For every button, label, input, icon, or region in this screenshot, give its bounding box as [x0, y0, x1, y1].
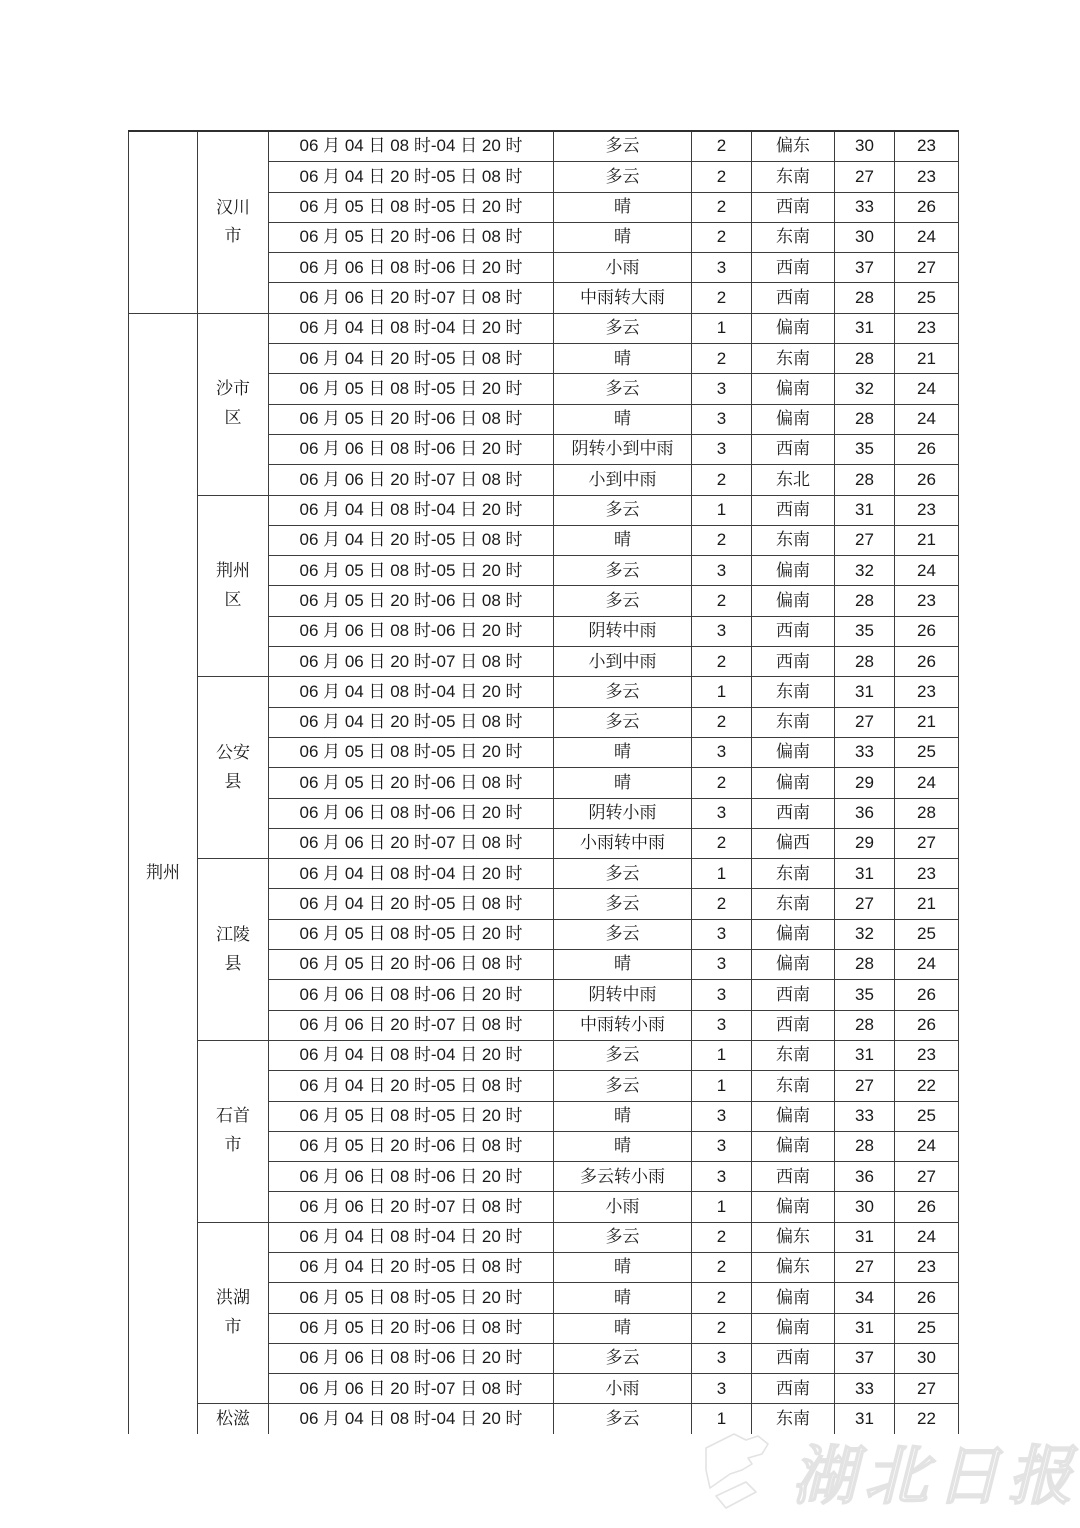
low-temp-cell: 22: [895, 1404, 959, 1434]
high-temp-cell: 31: [835, 1222, 895, 1252]
low-temp-cell: 26: [895, 1010, 959, 1040]
table-row: [129, 1404, 959, 1434]
high-temp-cell: 31: [835, 313, 895, 343]
wind-force-cell: 2: [692, 647, 752, 677]
wind-direction-cell: 西南: [752, 434, 835, 464]
period-cell: 06 月 05 日 20 时-06 日 08 时: [269, 586, 554, 616]
period-cell: 06 月 04 日 20 时-05 日 08 时: [269, 344, 554, 374]
weather-cell: 多云: [554, 313, 692, 343]
period-cell: 06 月 05 日 20 时-06 日 08 时: [269, 950, 554, 980]
wind-direction-cell: 西南: [752, 1162, 835, 1192]
weather-cell: 阴转小雨: [554, 798, 692, 828]
wind-force-cell: 2: [692, 828, 752, 858]
period-cell: 06 月 05 日 08 时-05 日 20 时: [269, 192, 554, 222]
low-temp-cell: 26: [895, 192, 959, 222]
period-cell: 06 月 04 日 08 时-04 日 20 时: [269, 495, 554, 525]
low-temp-cell: 23: [895, 495, 959, 525]
wind-force-cell: 3: [692, 919, 752, 949]
city-cell: 洪湖 市: [198, 1222, 269, 1404]
high-temp-cell: 31: [835, 1040, 895, 1070]
weather-cell: 多云: [554, 919, 692, 949]
low-temp-cell: 27: [895, 253, 959, 283]
low-temp-cell: 22: [895, 1071, 959, 1101]
wind-direction-cell: 西南: [752, 1374, 835, 1404]
low-temp-cell: 25: [895, 1101, 959, 1131]
wind-direction-cell: 偏南: [752, 737, 835, 767]
high-temp-cell: 28: [835, 586, 895, 616]
low-temp-cell: 21: [895, 525, 959, 555]
period-cell: 06 月 04 日 08 时-04 日 20 时: [269, 1222, 554, 1252]
wind-direction-cell: 西南: [752, 253, 835, 283]
wind-direction-cell: 偏南: [752, 919, 835, 949]
weather-cell: 多云: [554, 707, 692, 737]
period-cell: 06 月 05 日 20 时-06 日 08 时: [269, 1313, 554, 1343]
low-temp-cell: 24: [895, 374, 959, 404]
weather-cell: 多云: [554, 162, 692, 192]
high-temp-cell: 37: [835, 1343, 895, 1373]
high-temp-cell: 28: [835, 344, 895, 374]
weather-cell: 阴转中雨: [554, 980, 692, 1010]
wind-direction-cell: 西南: [752, 798, 835, 828]
period-cell: 06 月 04 日 20 时-05 日 08 时: [269, 525, 554, 555]
city-cell: 沙市 区: [198, 313, 269, 495]
low-temp-cell: 23: [895, 313, 959, 343]
period-cell: 06 月 04 日 20 时-05 日 08 时: [269, 1252, 554, 1282]
weather-cell: 阴转中雨: [554, 616, 692, 646]
high-temp-cell: 31: [835, 495, 895, 525]
wind-direction-cell: 西南: [752, 283, 835, 313]
high-temp-cell: 28: [835, 283, 895, 313]
weather-cell: 晴: [554, 222, 692, 252]
weather-cell: 多云: [554, 1222, 692, 1252]
period-cell: 06 月 06 日 20 时-07 日 08 时: [269, 1192, 554, 1222]
wind-force-cell: 2: [692, 1252, 752, 1282]
low-temp-cell: 21: [895, 344, 959, 374]
weather-cell: 小到中雨: [554, 647, 692, 677]
high-temp-cell: 33: [835, 1101, 895, 1131]
high-temp-cell: 31: [835, 1404, 895, 1434]
wind-direction-cell: 东南: [752, 707, 835, 737]
period-cell: 06 月 04 日 20 时-05 日 08 时: [269, 889, 554, 919]
forecast-table-body: [129, 131, 959, 1434]
low-temp-cell: 30: [895, 1343, 959, 1373]
high-temp-cell: 31: [835, 677, 895, 707]
low-temp-cell: 26: [895, 647, 959, 677]
wind-direction-cell: 东南: [752, 222, 835, 252]
period-cell: 06 月 05 日 08 时-05 日 20 时: [269, 919, 554, 949]
high-temp-cell: 28: [835, 404, 895, 434]
wind-force-cell: 2: [692, 525, 752, 555]
wind-direction-cell: 偏南: [752, 586, 835, 616]
wind-force-cell: 2: [692, 586, 752, 616]
wind-direction-cell: 偏南: [752, 768, 835, 798]
wind-force-cell: 2: [692, 131, 752, 162]
wind-force-cell: 1: [692, 495, 752, 525]
high-temp-cell: 31: [835, 859, 895, 889]
weather-cell: 阴转小到中雨: [554, 434, 692, 464]
wind-direction-cell: 西南: [752, 192, 835, 222]
period-cell: 06 月 06 日 08 时-06 日 20 时: [269, 1162, 554, 1192]
wind-direction-cell: 偏南: [752, 1313, 835, 1343]
wind-force-cell: 3: [692, 1101, 752, 1131]
table-row: [129, 313, 959, 343]
wind-force-cell: 2: [692, 707, 752, 737]
wind-force-cell: 3: [692, 1162, 752, 1192]
weather-cell: 晴: [554, 525, 692, 555]
period-cell: 06 月 06 日 08 时-06 日 20 时: [269, 616, 554, 646]
high-temp-cell: 27: [835, 525, 895, 555]
low-temp-cell: 25: [895, 283, 959, 313]
wind-force-cell: 3: [692, 556, 752, 586]
low-temp-cell: 21: [895, 707, 959, 737]
wind-force-cell: 1: [692, 1404, 752, 1434]
low-temp-cell: 24: [895, 950, 959, 980]
high-temp-cell: 32: [835, 556, 895, 586]
city-cell: 公安 县: [198, 677, 269, 859]
low-temp-cell: 24: [895, 404, 959, 434]
city-cell: 荆州 区: [198, 495, 269, 677]
wind-force-cell: 3: [692, 950, 752, 980]
wind-force-cell: 3: [692, 374, 752, 404]
high-temp-cell: 30: [835, 222, 895, 252]
wind-direction-cell: 东南: [752, 525, 835, 555]
wind-force-cell: 3: [692, 1131, 752, 1161]
period-cell: 06 月 06 日 20 时-07 日 08 时: [269, 465, 554, 495]
low-temp-cell: 24: [895, 556, 959, 586]
weather-cell: 多云: [554, 1404, 692, 1434]
low-temp-cell: 25: [895, 1313, 959, 1343]
wind-direction-cell: 偏南: [752, 950, 835, 980]
period-cell: 06 月 06 日 08 时-06 日 20 时: [269, 434, 554, 464]
wind-direction-cell: 偏南: [752, 556, 835, 586]
high-temp-cell: 36: [835, 798, 895, 828]
wind-direction-cell: 偏东: [752, 1252, 835, 1282]
weather-cell: 中雨转大雨: [554, 283, 692, 313]
period-cell: 06 月 06 日 08 时-06 日 20 时: [269, 798, 554, 828]
high-temp-cell: 27: [835, 1252, 895, 1282]
high-temp-cell: 33: [835, 1374, 895, 1404]
weather-cell: 晴: [554, 1101, 692, 1131]
period-cell: 06 月 06 日 08 时-06 日 20 时: [269, 1343, 554, 1373]
period-cell: 06 月 05 日 20 时-06 日 08 时: [269, 404, 554, 434]
region-cell: 荆州: [129, 313, 198, 1433]
wind-direction-cell: 东北: [752, 465, 835, 495]
wind-force-cell: 2: [692, 465, 752, 495]
low-temp-cell: 26: [895, 1192, 959, 1222]
wind-direction-cell: 东南: [752, 859, 835, 889]
wind-force-cell: 2: [692, 889, 752, 919]
low-temp-cell: 23: [895, 162, 959, 192]
low-temp-cell: 24: [895, 222, 959, 252]
wind-direction-cell: 偏南: [752, 1101, 835, 1131]
weather-cell: 晴: [554, 344, 692, 374]
high-temp-cell: 30: [835, 131, 895, 162]
wind-direction-cell: 偏南: [752, 404, 835, 434]
high-temp-cell: 28: [835, 1010, 895, 1040]
low-temp-cell: 26: [895, 434, 959, 464]
wind-direction-cell: 东南: [752, 344, 835, 374]
low-temp-cell: 25: [895, 737, 959, 767]
period-cell: 06 月 05 日 08 时-05 日 20 时: [269, 556, 554, 586]
wind-force-cell: 2: [692, 1283, 752, 1313]
period-cell: 06 月 05 日 08 时-05 日 20 时: [269, 737, 554, 767]
wind-force-cell: 3: [692, 737, 752, 767]
high-temp-cell: 33: [835, 192, 895, 222]
low-temp-cell: 23: [895, 1252, 959, 1282]
wind-direction-cell: 西南: [752, 1343, 835, 1373]
period-cell: 06 月 06 日 20 时-07 日 08 时: [269, 1374, 554, 1404]
period-cell: 06 月 06 日 20 时-07 日 08 时: [269, 828, 554, 858]
high-temp-cell: 32: [835, 919, 895, 949]
weather-cell: 晴: [554, 1131, 692, 1161]
high-temp-cell: 27: [835, 707, 895, 737]
wind-force-cell: 2: [692, 768, 752, 798]
wind-force-cell: 3: [692, 404, 752, 434]
city-cell: 松滋: [198, 1404, 269, 1434]
weather-cell: 晴: [554, 768, 692, 798]
high-temp-cell: 29: [835, 768, 895, 798]
wind-direction-cell: 西南: [752, 616, 835, 646]
low-temp-cell: 26: [895, 980, 959, 1010]
wind-force-cell: 1: [692, 859, 752, 889]
wind-force-cell: 3: [692, 616, 752, 646]
low-temp-cell: 23: [895, 586, 959, 616]
wind-force-cell: 3: [692, 980, 752, 1010]
table-row: [129, 1040, 959, 1070]
low-temp-cell: 26: [895, 616, 959, 646]
low-temp-cell: 26: [895, 465, 959, 495]
period-cell: 06 月 06 日 20 时-07 日 08 时: [269, 1010, 554, 1040]
wind-force-cell: 3: [692, 1010, 752, 1040]
low-temp-cell: 24: [895, 1222, 959, 1252]
high-temp-cell: 35: [835, 616, 895, 646]
weather-cell: 晴: [554, 950, 692, 980]
period-cell: 06 月 05 日 08 时-05 日 20 时: [269, 1101, 554, 1131]
low-temp-cell: 24: [895, 768, 959, 798]
wind-force-cell: 2: [692, 1313, 752, 1343]
weather-cell: 多云: [554, 859, 692, 889]
wind-direction-cell: 偏南: [752, 1192, 835, 1222]
period-cell: 06 月 04 日 08 时-04 日 20 时: [269, 131, 554, 162]
weather-cell: 中雨转小雨: [554, 1010, 692, 1040]
table-row: [129, 677, 959, 707]
city-cell: 江陵 县: [198, 859, 269, 1041]
high-temp-cell: 35: [835, 434, 895, 464]
table-row: [129, 1222, 959, 1252]
high-temp-cell: 37: [835, 253, 895, 283]
wind-direction-cell: 偏南: [752, 1283, 835, 1313]
wind-direction-cell: 偏南: [752, 313, 835, 343]
weather-cell: 多云: [554, 495, 692, 525]
weather-cell: 多云: [554, 1071, 692, 1101]
weather-cell: 多云: [554, 131, 692, 162]
high-temp-cell: 27: [835, 162, 895, 192]
low-temp-cell: 27: [895, 828, 959, 858]
wind-direction-cell: 西南: [752, 1010, 835, 1040]
weather-cell: 多云: [554, 1343, 692, 1373]
wind-direction-cell: 东南: [752, 1071, 835, 1101]
wind-force-cell: 3: [692, 798, 752, 828]
wind-direction-cell: 东南: [752, 677, 835, 707]
weather-cell: 多云: [554, 374, 692, 404]
wind-direction-cell: 偏南: [752, 374, 835, 404]
wind-force-cell: 3: [692, 1343, 752, 1373]
wind-direction-cell: 偏南: [752, 1131, 835, 1161]
weather-cell: 多云: [554, 1040, 692, 1070]
high-temp-cell: 33: [835, 737, 895, 767]
low-temp-cell: 23: [895, 859, 959, 889]
weather-cell: 小雨: [554, 253, 692, 283]
wind-force-cell: 3: [692, 253, 752, 283]
city-cell: 汉川 市: [198, 131, 269, 313]
wind-direction-cell: 西南: [752, 980, 835, 1010]
period-cell: 06 月 06 日 08 时-06 日 20 时: [269, 980, 554, 1010]
wind-direction-cell: 东南: [752, 1404, 835, 1434]
wind-direction-cell: 偏东: [752, 1222, 835, 1252]
low-temp-cell: 27: [895, 1374, 959, 1404]
wind-force-cell: 2: [692, 1222, 752, 1252]
period-cell: 06 月 06 日 20 时-07 日 08 时: [269, 647, 554, 677]
weather-cell: 晴: [554, 1313, 692, 1343]
low-temp-cell: 26: [895, 1283, 959, 1313]
weather-cell: 小雨: [554, 1192, 692, 1222]
hubei-daily-bird-logo: [706, 1434, 768, 1508]
wind-force-cell: 1: [692, 1071, 752, 1101]
wind-direction-cell: 东南: [752, 889, 835, 919]
high-temp-cell: 34: [835, 1283, 895, 1313]
high-temp-cell: 28: [835, 647, 895, 677]
low-temp-cell: 23: [895, 131, 959, 162]
wind-direction-cell: 偏东: [752, 131, 835, 162]
high-temp-cell: 32: [835, 374, 895, 404]
period-cell: 06 月 05 日 20 时-06 日 08 时: [269, 222, 554, 252]
high-temp-cell: 27: [835, 889, 895, 919]
low-temp-cell: 23: [895, 1040, 959, 1070]
high-temp-cell: 30: [835, 1192, 895, 1222]
period-cell: 06 月 04 日 20 时-05 日 08 时: [269, 1071, 554, 1101]
low-temp-cell: 27: [895, 1162, 959, 1192]
wind-force-cell: 1: [692, 313, 752, 343]
weather-cell: 晴: [554, 737, 692, 767]
period-cell: 06 月 06 日 08 时-06 日 20 时: [269, 253, 554, 283]
weather-cell: 小到中雨: [554, 465, 692, 495]
high-temp-cell: 28: [835, 465, 895, 495]
weather-cell: 多云: [554, 677, 692, 707]
wind-direction-cell: 东南: [752, 1040, 835, 1070]
low-temp-cell: 21: [895, 889, 959, 919]
period-cell: 06 月 05 日 08 时-05 日 20 时: [269, 1283, 554, 1313]
weather-cell: 晴: [554, 404, 692, 434]
table-row: [129, 859, 959, 889]
wind-force-cell: 3: [692, 434, 752, 464]
period-cell: 06 月 04 日 20 时-05 日 08 时: [269, 707, 554, 737]
period-cell: 06 月 06 日 20 时-07 日 08 时: [269, 283, 554, 313]
low-temp-cell: 23: [895, 677, 959, 707]
weather-cell: 多云: [554, 586, 692, 616]
period-cell: 06 月 05 日 08 时-05 日 20 时: [269, 374, 554, 404]
wind-force-cell: 1: [692, 1040, 752, 1070]
weather-cell: 多云转小雨: [554, 1162, 692, 1192]
low-temp-cell: 28: [895, 798, 959, 828]
wind-force-cell: 2: [692, 344, 752, 374]
period-cell: 06 月 04 日 08 时-04 日 20 时: [269, 859, 554, 889]
region-cell: [129, 131, 198, 313]
low-temp-cell: 25: [895, 919, 959, 949]
wind-force-cell: 3: [692, 1374, 752, 1404]
period-cell: 06 月 04 日 08 时-04 日 20 时: [269, 1040, 554, 1070]
wind-force-cell: 2: [692, 222, 752, 252]
wind-direction-cell: 偏西: [752, 828, 835, 858]
weather-cell: 多云: [554, 556, 692, 586]
high-temp-cell: 29: [835, 828, 895, 858]
high-temp-cell: 28: [835, 950, 895, 980]
weather-cell: 多云: [554, 889, 692, 919]
wind-direction-cell: 东南: [752, 162, 835, 192]
wind-force-cell: 1: [692, 677, 752, 707]
period-cell: 06 月 04 日 20 时-05 日 08 时: [269, 162, 554, 192]
wind-force-cell: 2: [692, 192, 752, 222]
weather-cell: 小雨: [554, 1374, 692, 1404]
high-temp-cell: 28: [835, 1131, 895, 1161]
wind-force-cell: 2: [692, 162, 752, 192]
low-temp-cell: 24: [895, 1131, 959, 1161]
weather-cell: 晴: [554, 1252, 692, 1282]
table-row: [129, 131, 959, 162]
period-cell: 06 月 05 日 20 时-06 日 08 时: [269, 1131, 554, 1161]
high-temp-cell: 36: [835, 1162, 895, 1192]
city-cell: 石首 市: [198, 1040, 269, 1222]
weather-cell: 晴: [554, 1283, 692, 1313]
forecast-table: [128, 130, 959, 1434]
high-temp-cell: 31: [835, 1313, 895, 1343]
high-temp-cell: 27: [835, 1071, 895, 1101]
table-row: [129, 495, 959, 525]
watermark-text: 湖北日报: [792, 1441, 1080, 1512]
period-cell: 06 月 05 日 20 时-06 日 08 时: [269, 768, 554, 798]
wind-direction-cell: 西南: [752, 647, 835, 677]
high-temp-cell: 35: [835, 980, 895, 1010]
wind-direction-cell: 西南: [752, 495, 835, 525]
wind-force-cell: 1: [692, 1192, 752, 1222]
period-cell: 06 月 04 日 08 时-04 日 20 时: [269, 677, 554, 707]
wind-force-cell: 2: [692, 283, 752, 313]
period-cell: 06 月 04 日 08 时-04 日 20 时: [269, 313, 554, 343]
period-cell: 06 月 04 日 08 时-04 日 20 时: [269, 1404, 554, 1434]
weather-cell: 晴: [554, 192, 692, 222]
weather-cell: 小雨转中雨: [554, 828, 692, 858]
